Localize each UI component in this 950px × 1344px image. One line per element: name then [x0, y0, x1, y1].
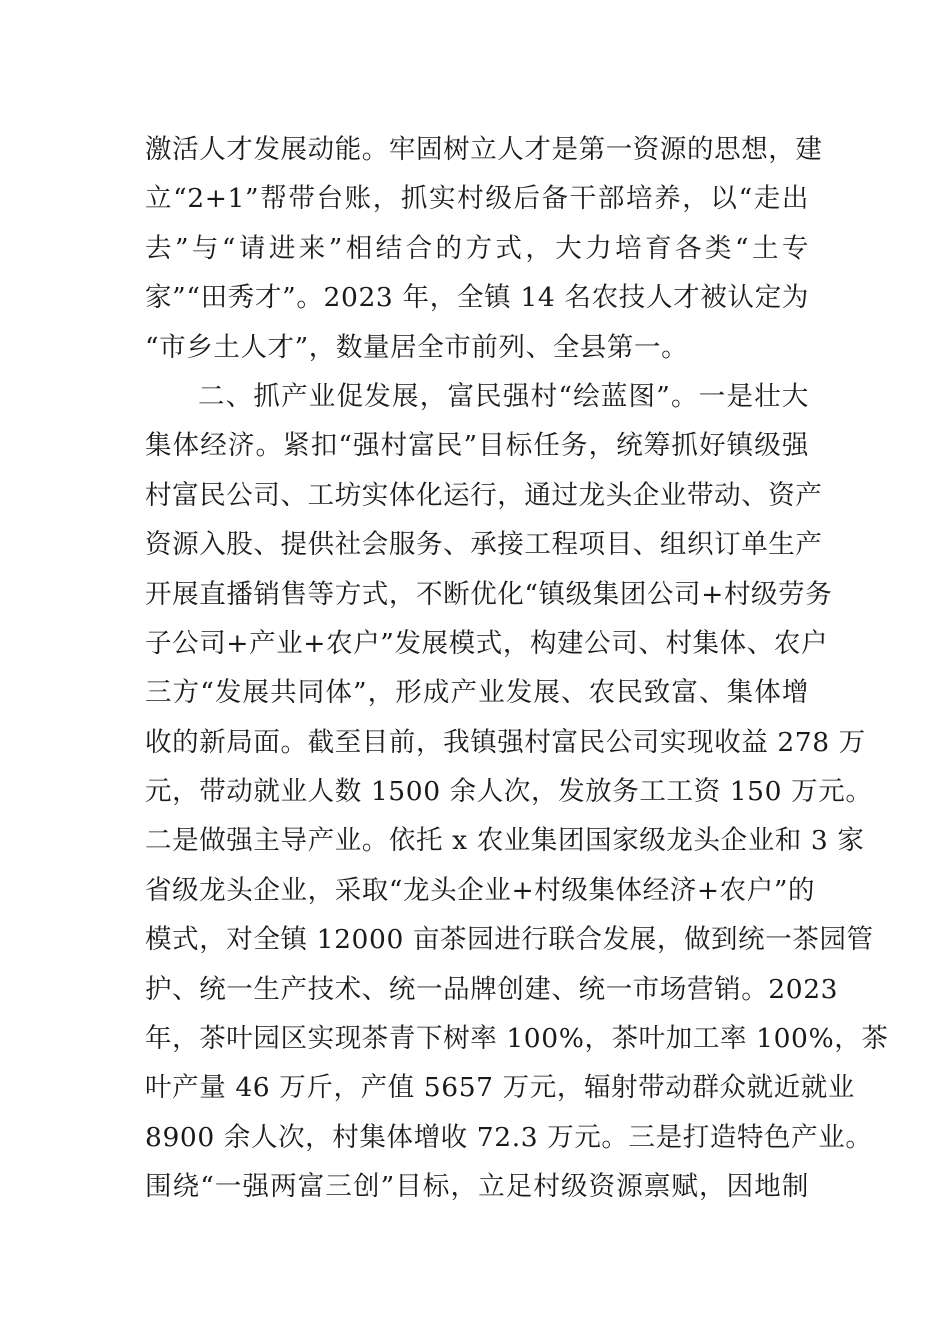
text-line: 围绕“一强两富三创”目标，立足村级资源禀赋，因地制	[145, 1171, 809, 1203]
text-line: 叶产量 46 万斤，产值 5657 万元，辐射带动群众就近就业	[145, 1072, 855, 1104]
text-line: 8900 余人次，村集体增收 72.3 万元。三是打造特色产业。	[145, 1121, 873, 1153]
text-line: 收的新局面。截至目前，我镇强村富民公司实现收益 278 万	[145, 726, 866, 758]
text-line: 元，带动就业人数 1500 余人次，发放务工工资 150 万元。	[145, 776, 873, 808]
text-line: 家”“田秀才”。2023 年，全镇 14 名农技人才被认定为	[145, 282, 809, 314]
text-line: 年，茶叶园区实现茶青下树率 100%，茶叶加工率 100%，茶	[145, 1023, 889, 1055]
text-line: 立“2+1”帮带台账，抓实村级后备干部培养，以“走出	[145, 183, 809, 215]
text-line: 模式，对全镇 12000 亩茶园进行联合发展，做到统一茶园管	[145, 924, 874, 956]
text-line: 集体经济。紧扣“强村富民”目标任务，统筹抓好镇级强	[145, 430, 809, 462]
paragraph-start-line: 二、抓产业促发展，富民强村“绘蓝图”。一是壮大	[198, 380, 809, 412]
text-line: 护、统一生产技术、统一品牌创建、统一市场营销。2023	[145, 973, 839, 1005]
text-line: 省级龙头企业，采取“龙头企业+村级集体经济+农户”的	[145, 874, 816, 906]
text-line: 村富民公司、工坊实体化运行，通过龙头企业带动、资产	[145, 479, 823, 511]
text-line: 激活人才发展动能。牢固树立人才是第一资源的思想，建	[145, 134, 823, 165]
text-line: “市乡土人才”，数量居全市前列、全县第一。	[145, 331, 689, 363]
text-line: 资源入股、提供社会服务、承接工程项目、组织订单生产	[145, 529, 823, 561]
body-text	[145, 125, 889, 1212]
text-line: 开展直播销售等方式，不断优化“镇级集团公司+村级劳务	[145, 578, 833, 610]
text-line: 三方“发展共同体”，形成产业发展、农民致富、集体增	[145, 677, 809, 709]
text-line: 去”与“请进来”相结合的方式，大力培育各类“土专	[145, 232, 809, 264]
text-line: 二是做强主导产业。依托 x 农业集团国家级龙头企业和 3 家	[145, 825, 865, 857]
text-line: 子公司+产业+农户”发展模式，构建公司、村集体、农户	[145, 627, 829, 659]
